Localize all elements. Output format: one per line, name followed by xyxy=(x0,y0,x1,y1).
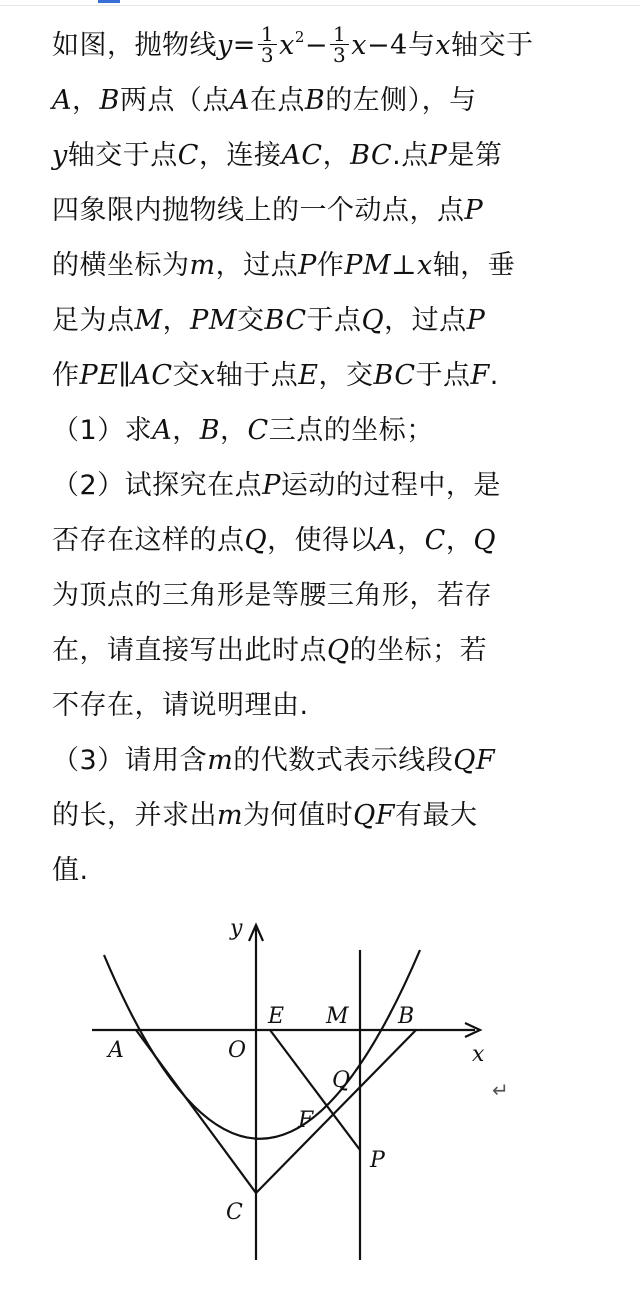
text-run: ， xyxy=(322,140,351,171)
segment-bc xyxy=(256,1030,416,1193)
math-exponent: 2 xyxy=(294,28,305,46)
text-run: 交 xyxy=(172,360,201,391)
text-run: 足为点 xyxy=(52,305,135,336)
math-var: F xyxy=(470,360,490,391)
math-var: y xyxy=(217,30,233,61)
math-var: M xyxy=(134,305,163,336)
label-e: E xyxy=(268,1004,285,1029)
top-divider xyxy=(0,5,640,6)
math-var: x xyxy=(200,360,216,391)
text-run: 于点 xyxy=(415,360,471,391)
math-var: B xyxy=(99,85,120,116)
question-2-line-2 xyxy=(52,513,600,568)
text-run: 有最大 xyxy=(394,800,478,831)
math-var: B xyxy=(199,415,221,446)
text-run: 交 xyxy=(236,305,265,336)
text-run: ，过点 xyxy=(215,250,299,281)
math-var: x xyxy=(279,30,295,61)
top-bar xyxy=(0,0,640,6)
math-var: m xyxy=(189,250,216,281)
active-tab-indicator xyxy=(98,0,120,3)
question-3-line-3: 值. xyxy=(52,855,89,886)
question-3-line-2 xyxy=(52,788,600,843)
text-run: 如图，抛物线 xyxy=(52,30,217,61)
math-var: BC xyxy=(350,140,393,171)
label-o: O xyxy=(228,1038,247,1063)
math-var: P xyxy=(466,305,486,336)
text-run: 四象限内抛物线上的一个动点，点 xyxy=(52,195,465,226)
math-var: P xyxy=(298,250,317,281)
math-op: = xyxy=(232,30,256,61)
problem-line-3 xyxy=(52,128,600,183)
question-1 xyxy=(52,403,600,458)
text-run: （2）试探究在点 xyxy=(52,470,263,501)
math-var: x xyxy=(417,250,433,281)
fraction-numerator: 1 xyxy=(258,24,277,45)
text-run: ，连接 xyxy=(198,140,282,171)
label-p: P xyxy=(370,1148,385,1173)
math-var: B xyxy=(304,85,326,116)
question-2-line-1 xyxy=(52,458,600,513)
text-run: 轴交于 xyxy=(451,30,534,61)
math-op: − xyxy=(304,30,329,61)
problem-text xyxy=(52,18,600,898)
parabola-figure xyxy=(80,905,520,1270)
text-run: 两点（点 xyxy=(119,85,230,116)
fraction-one-third xyxy=(258,24,277,65)
text-run: 在，请直接写出此时点 xyxy=(52,635,327,666)
label-x: x xyxy=(472,1042,485,1067)
text-run: ，交 xyxy=(318,360,374,391)
text-run: 轴于点 xyxy=(215,360,299,391)
figure-canvas xyxy=(80,905,520,1270)
math-var: C xyxy=(247,415,269,446)
text-run: 作 xyxy=(316,250,345,281)
math-var: PM xyxy=(344,250,392,281)
math-var: Q xyxy=(473,525,496,556)
fraction-one-third xyxy=(330,24,349,65)
label-c: C xyxy=(226,1200,243,1225)
fraction-numerator: 1 xyxy=(330,24,349,45)
problem-line-6 xyxy=(52,293,600,348)
math-var: AC xyxy=(281,140,323,171)
problem-line-2 xyxy=(52,73,600,128)
text-run: 在点 xyxy=(249,85,305,116)
text-run: ， xyxy=(397,525,425,556)
math-var: PM xyxy=(190,305,237,336)
problem-line-1 xyxy=(52,18,600,73)
text-run: ， xyxy=(220,415,248,446)
math-var: P xyxy=(464,195,484,226)
question-2-line-3: 为顶点的三角形是等腰三角形，若存 xyxy=(52,580,492,611)
text-run: ， xyxy=(162,305,191,336)
math-term: −4 xyxy=(367,30,408,61)
text-run: 作 xyxy=(52,360,80,391)
label-a: A xyxy=(108,1038,124,1063)
text-run: 轴，垂 xyxy=(432,250,516,281)
math-var: x xyxy=(435,30,452,61)
math-var: Q xyxy=(361,305,385,336)
math-var: A xyxy=(377,525,398,556)
question-2-line-4 xyxy=(52,623,600,678)
text-run: 于点 xyxy=(306,305,362,336)
math-var: C xyxy=(424,525,446,556)
text-run: ，过点 xyxy=(384,305,467,336)
question-2-line-5: 不存在，请说明理由. xyxy=(52,690,309,721)
math-var: Q xyxy=(244,525,268,556)
text-run: 是第 xyxy=(447,140,503,171)
label-q: Q xyxy=(332,1068,351,1093)
text-run: ，使得以 xyxy=(267,525,378,556)
text-run: 的长，并求出 xyxy=(52,800,217,831)
math-var: A xyxy=(152,415,173,446)
parallel-symbol: ∥ xyxy=(118,360,132,391)
math-var: m xyxy=(217,800,244,831)
text-run: ， xyxy=(445,525,474,556)
text-run: 的坐标；若 xyxy=(349,635,488,666)
return-mark-icon: ↵ xyxy=(492,1078,509,1102)
problem-line-7 xyxy=(52,348,600,403)
text-run: 为何值时 xyxy=(243,800,354,831)
text-run: ， xyxy=(72,85,100,116)
math-var: P xyxy=(428,140,448,171)
math-var: BC xyxy=(264,305,307,336)
text-run: 三点的坐标； xyxy=(268,415,434,446)
math-var: y xyxy=(52,140,68,171)
question-3-line-1 xyxy=(52,733,600,788)
problem-line-4 xyxy=(52,183,600,238)
parabola-curve xyxy=(104,950,420,1139)
math-var: QF xyxy=(453,745,496,776)
perpendicular-symbol: ⊥ xyxy=(391,250,418,281)
text-run: . xyxy=(489,360,499,391)
text-run: （1）求 xyxy=(52,415,153,446)
text-run: 的横坐标为 xyxy=(52,250,190,281)
math-var: x xyxy=(351,30,367,61)
math-var: AC xyxy=(131,360,173,391)
fraction-denominator: 3 xyxy=(333,43,347,67)
math-var: E xyxy=(298,360,319,391)
text-run: 轴交于点 xyxy=(67,140,178,171)
text-run: 否存在这样的点 xyxy=(52,525,245,556)
math-var: Q xyxy=(327,635,350,666)
text-run: .点 xyxy=(392,140,429,171)
text-run: 运动的过程中，是 xyxy=(280,470,501,501)
math-var: A xyxy=(52,85,72,116)
math-var: C xyxy=(177,140,199,171)
math-var: BC xyxy=(373,360,416,391)
text-run: 的代数式表示线段 xyxy=(233,745,454,776)
label-f: F xyxy=(298,1108,314,1133)
text-run: 的左侧），与 xyxy=(325,85,477,116)
text-run: 与 xyxy=(407,30,436,61)
math-var: A xyxy=(229,85,250,116)
math-var: QF xyxy=(353,800,395,831)
label-m: M xyxy=(326,1004,349,1029)
math-var: m xyxy=(207,745,234,776)
text-run: （3）请用含 xyxy=(52,745,208,776)
problem-line-5 xyxy=(52,238,600,293)
label-y: y xyxy=(230,916,243,941)
text-run: ， xyxy=(172,415,200,446)
label-b: B xyxy=(398,1004,415,1029)
fraction-denominator: 3 xyxy=(260,43,275,67)
math-var: PE xyxy=(79,360,119,391)
math-var: P xyxy=(262,470,281,501)
